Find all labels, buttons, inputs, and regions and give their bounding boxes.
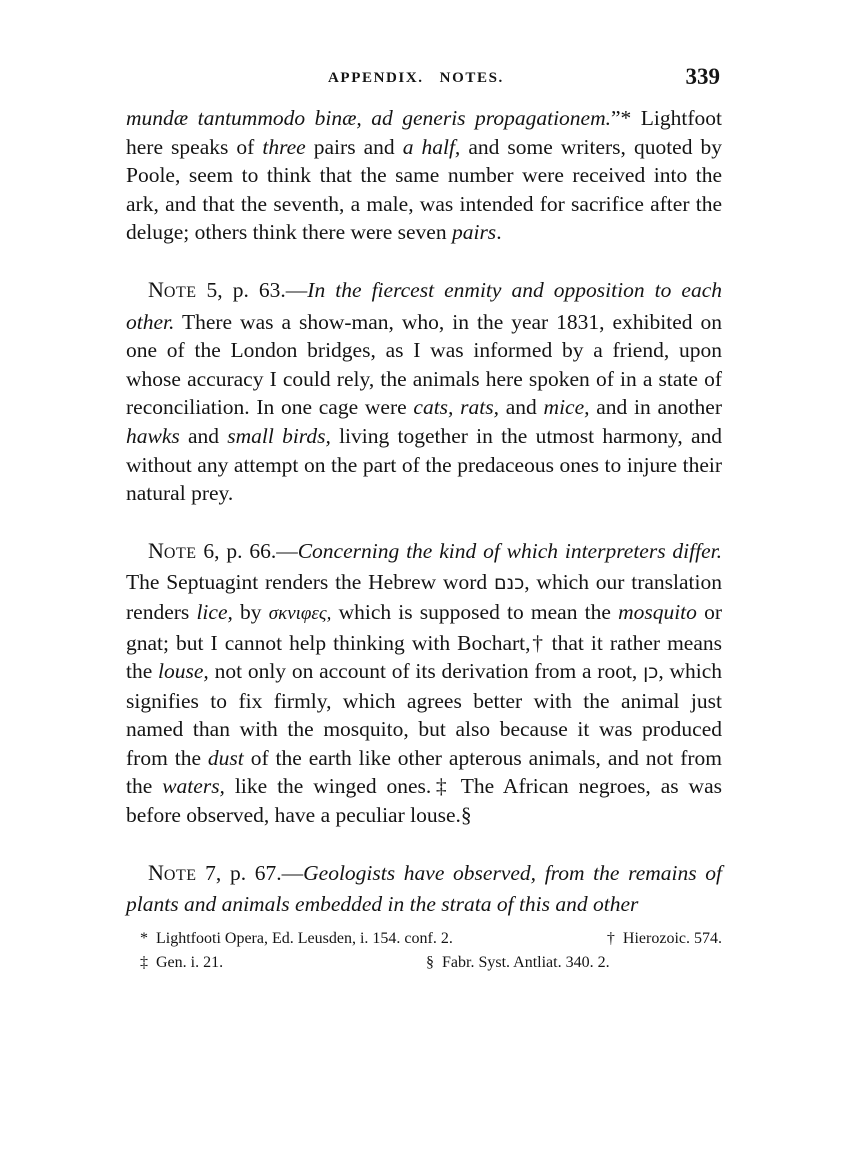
- footnote-text: Gen. i. 21.: [156, 953, 224, 971]
- note-label: N: [148, 537, 164, 563]
- note-label: OTE: [163, 283, 197, 301]
- note-label: OTE: [163, 544, 197, 562]
- text-run: which is supposed to mean the: [331, 599, 619, 624]
- text-run: There was a show-man, who, in the year 1831, exhibited on one of the London bridges, as I was informed by a friend, upon whose accuracy I could rely, the animals here spoken of in a state of reconciliation. In one cage were: [126, 309, 722, 420]
- latin-quote: mundæ tantummodo binæ, ad generis propagationem.: [126, 106, 611, 130]
- text-run: , which signifies to fix firmly, which agrees better with the animal just named than with the mosquito, but also because it was produced from the: [126, 659, 723, 770]
- footnote-text: Lightfooti Opera, Ed. Leusden, i. 154. conf. 2.: [156, 929, 453, 947]
- footnote-row: [126, 927, 722, 951]
- text-run: The Septuagint renders the Hebrew word: [126, 570, 494, 595]
- footnote-row: [126, 951, 722, 975]
- running-title-notes: NOTES.: [439, 70, 504, 86]
- paragraph-continuation: [126, 104, 722, 247]
- text-run: and: [179, 423, 228, 448]
- footnote-mark: †: [606, 929, 615, 947]
- page-number: 339: [685, 64, 720, 89]
- text-run: like the winged ones.‡ The African negroes, as was before observed, have a peculiar louse.§: [126, 774, 722, 828]
- emphasis-small-birds: small birds,: [227, 423, 331, 448]
- note-label: N: [148, 859, 164, 885]
- greek-word: σκνιφες,: [268, 602, 332, 624]
- running-title-appendix: APPENDIX.: [328, 70, 424, 86]
- note-label: OTE: [163, 866, 197, 884]
- footnote-text: Fabr. Syst. Antliat. 340. 2.: [442, 953, 610, 971]
- emphasis-cats-rats: cats, rats,: [413, 395, 499, 420]
- text-run: and some writers, quoted by Poole, seem to think that the same number were received into the ark, and that the seventh, a male, was intended for sacrifice after the deluge; others think there were seven: [126, 134, 722, 245]
- running-title: [328, 70, 504, 87]
- note-6: [126, 537, 722, 830]
- note-7: [126, 859, 722, 919]
- text-run: ”* Lightfoot here speaks of: [126, 106, 722, 159]
- footnotes: [126, 927, 722, 975]
- note-heading: Geologists have observed, from the remains of plants and animals embedded in the strata of this and other: [126, 860, 722, 917]
- text-run: or gnat; but I cannot help thinking with Bochart,† that it rather means the: [126, 599, 722, 684]
- text-run: .: [496, 220, 502, 245]
- hebrew-root: כן: [643, 661, 659, 684]
- footnote-mark: §: [426, 953, 434, 971]
- note-reference: 7, p. 67.—: [196, 860, 304, 885]
- text-run: pairs and: [305, 134, 403, 159]
- note-reference: 5, p. 63.—: [196, 277, 308, 302]
- emphasis-lice: lice,: [196, 599, 233, 624]
- emphasis-three: three: [262, 134, 306, 159]
- footnote-4: [426, 951, 610, 975]
- text-run: and in another: [589, 395, 722, 420]
- text-run: not only on account of its derivation from a root,: [208, 659, 644, 684]
- text-run: by: [232, 599, 269, 624]
- text-run: living together in the utmost harmony, and without any attempt on the part of the predaceous ones to injure their natural prey.: [126, 423, 723, 506]
- footnote-1: [140, 927, 453, 951]
- text-run: and: [499, 395, 544, 420]
- emphasis-hawks: hawks: [126, 423, 180, 448]
- emphasis-mice: mice,: [543, 395, 590, 420]
- note-5: [126, 276, 722, 508]
- footnote-mark: ‡: [140, 953, 148, 971]
- hebrew-word: כנם: [493, 572, 525, 595]
- footnote-2: [607, 927, 722, 951]
- text-run: , which our translation renders: [126, 570, 722, 624]
- note-heading: Concerning the kind of which interpreters differ.: [297, 538, 723, 563]
- note-reference: 6, p. 66.—: [196, 538, 298, 563]
- note-heading: In the fiercest enmity and opposition to each other.: [126, 277, 722, 334]
- running-head: [126, 62, 722, 96]
- emphasis-louse: louse,: [158, 659, 209, 684]
- emphasis-mosquito: mosquito: [618, 599, 697, 624]
- emphasis-pairs: pairs: [451, 220, 497, 245]
- footnote-3: [140, 951, 223, 975]
- emphasis-waters: waters,: [162, 774, 225, 799]
- emphasis-dust: dust: [207, 745, 244, 770]
- note-label: N: [148, 276, 164, 302]
- book-page: [126, 62, 722, 975]
- emphasis-a-half: a half,: [402, 134, 461, 159]
- text-run: of the earth like other apterous animals, and not from the: [126, 745, 723, 799]
- footnote-mark: *: [140, 929, 148, 947]
- footnote-text: Hierozoic. 574.: [622, 929, 722, 947]
